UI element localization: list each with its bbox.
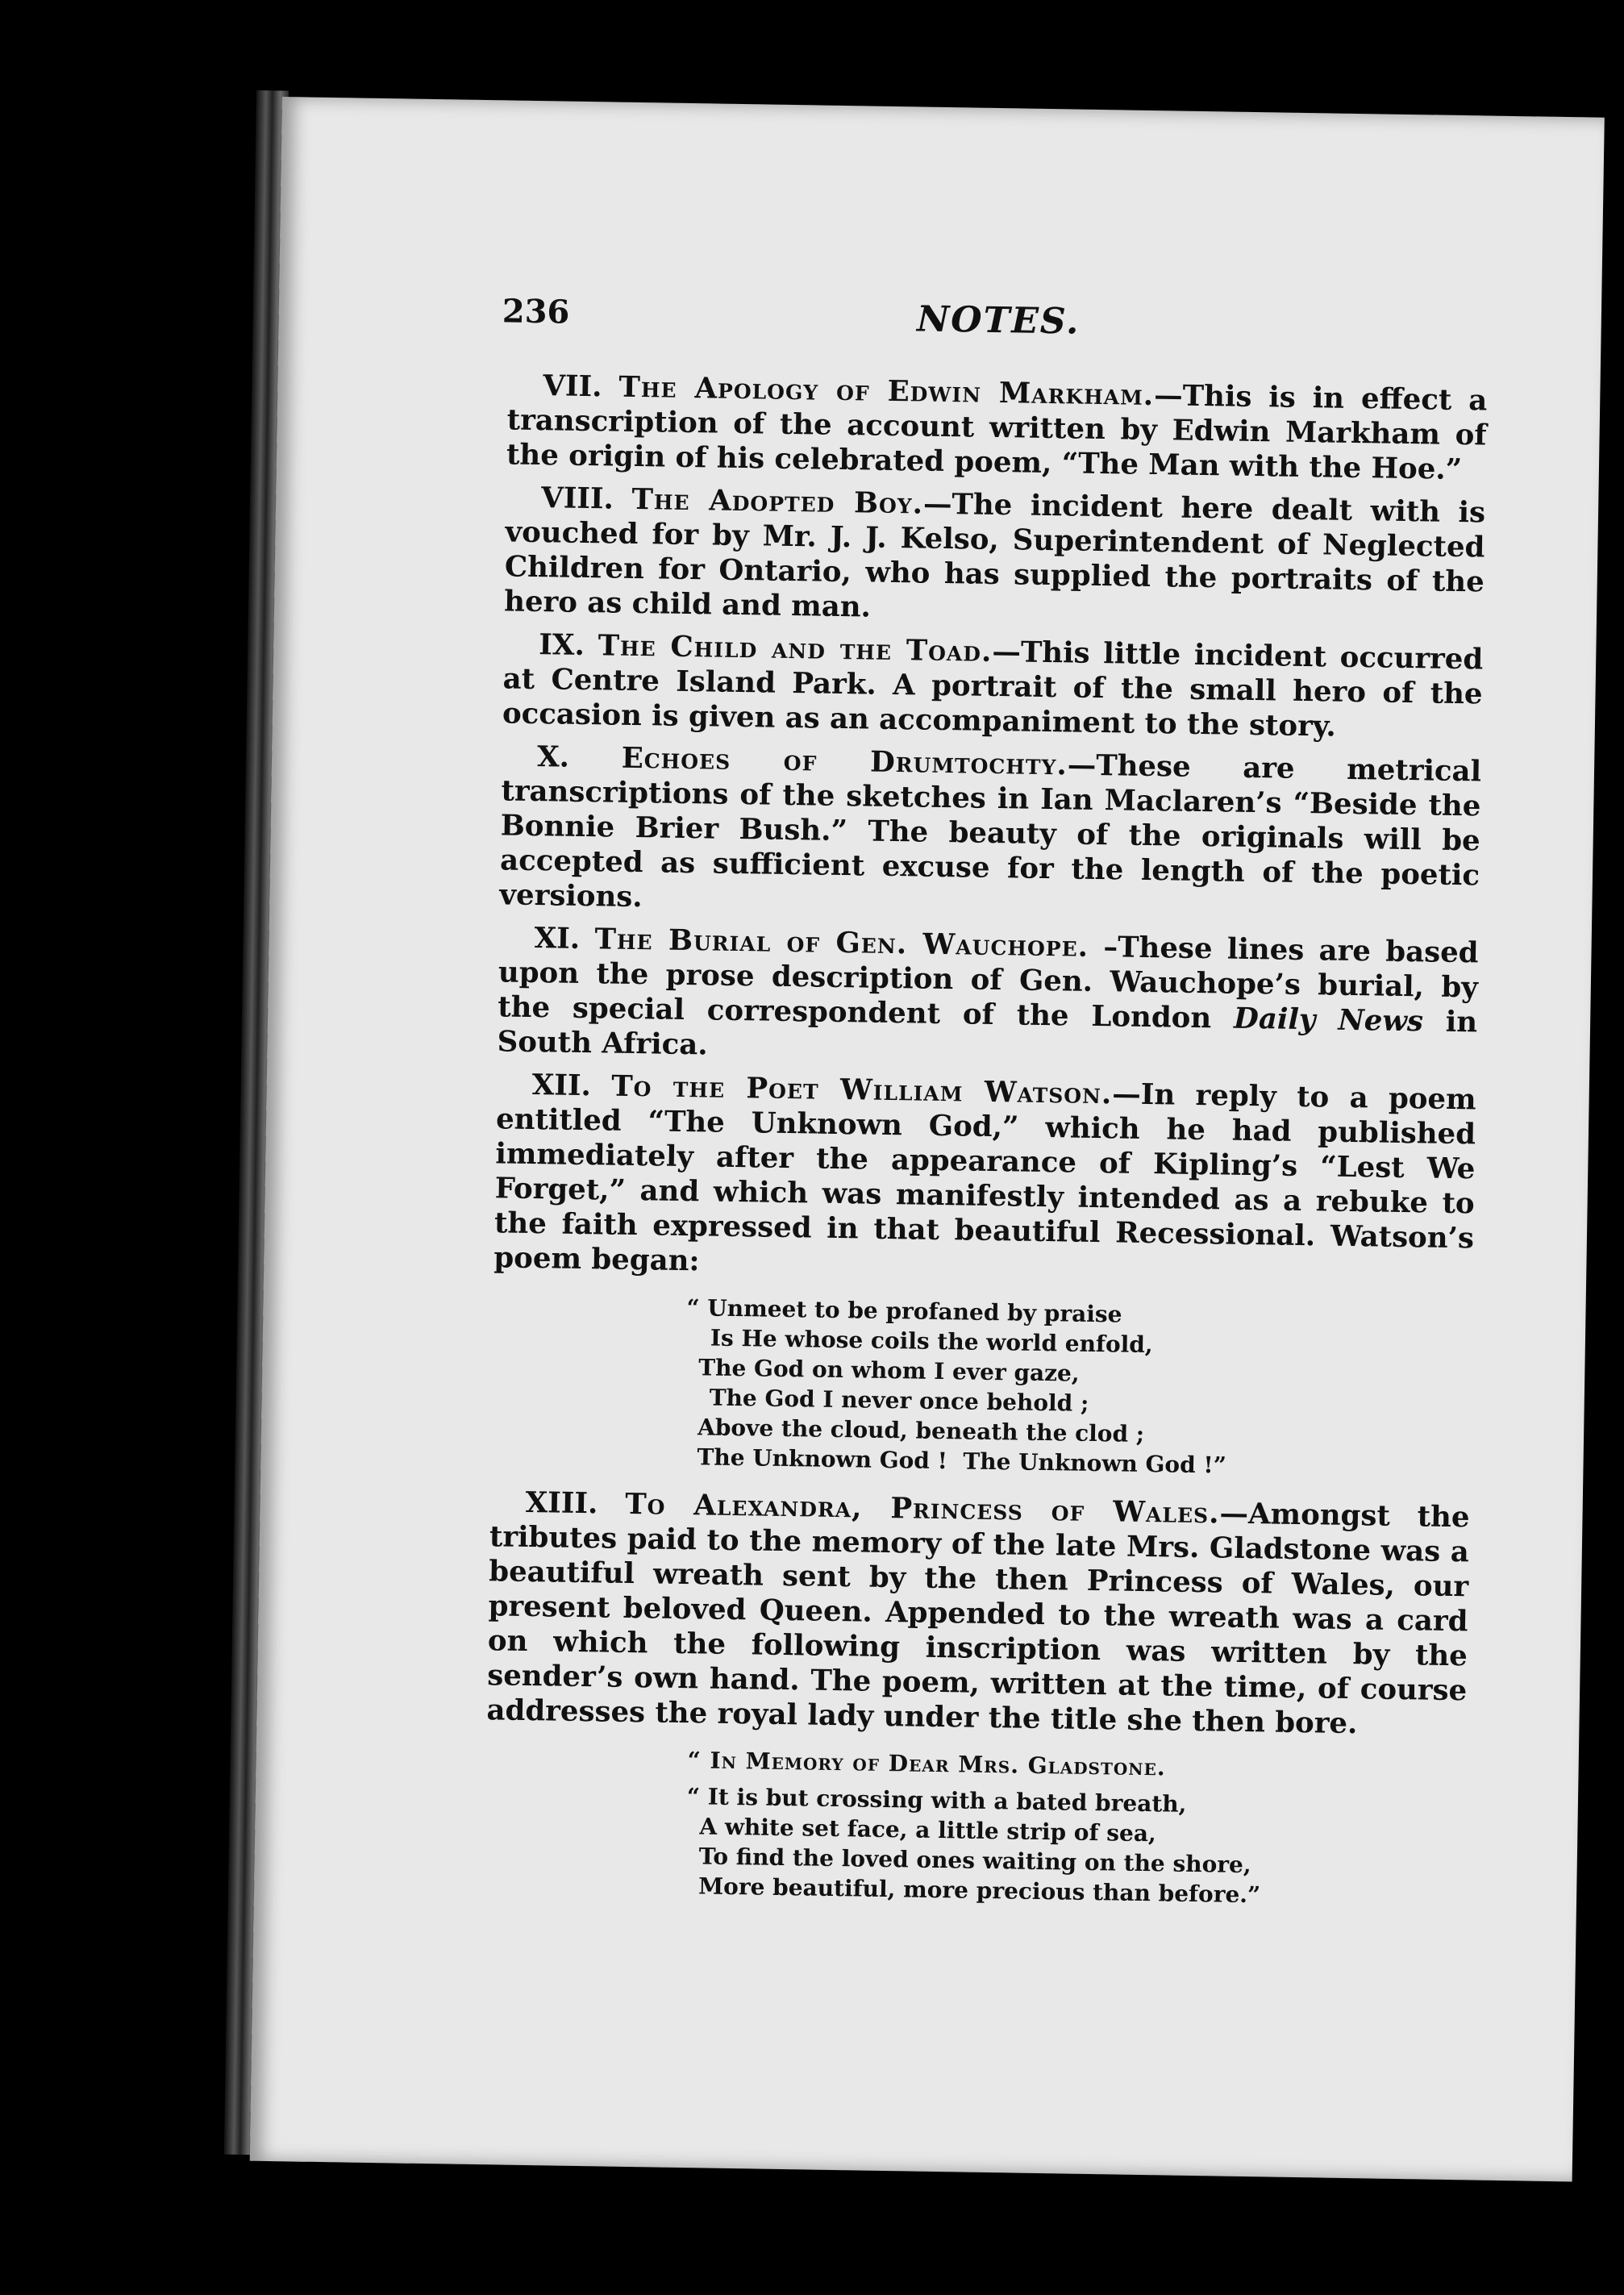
note-numeral: XIII. <box>525 1485 598 1521</box>
verse-inscription <box>484 1742 1466 1913</box>
page-header <box>502 292 1489 383</box>
note-text: –These lines are based upon the prose description of Gen. Wauchope’s burial, by the special correspondent of the London <box>497 930 1479 1035</box>
note-xi <box>497 920 1479 1074</box>
note-xiii <box>486 1485 1470 1743</box>
note-numeral: VII. <box>543 369 602 404</box>
verse-line: The God on whom I ever gaze, <box>698 1354 1080 1387</box>
note-title: The Child and the Toad. <box>598 629 993 669</box>
note-text: —The incident here dealt with is vouched for by Mr. J. J. Kelso, Superintendent of Neglected Children for Ontario, who has supplied the portraits of the hero as child and man. <box>503 487 1486 624</box>
note-title: Echoes of Drumtochty. <box>621 741 1068 782</box>
note-numeral: XII. <box>531 1068 592 1103</box>
note-text: —In reply to a poem entitled “The Unknown God,” which he had published immediately after the appearance of Kipling’s “Lest We Forget,” and which was manifestly intended as a rebuke to the faith expressed in that beautiful Recessional. Watson’s poem began: <box>493 1077 1476 1278</box>
verse-unknown-god <box>490 1289 1472 1484</box>
verse-line: To find the loved ones waiting on the shore, <box>698 1843 1251 1879</box>
note-text: —This is in effect a transcription of the account written by Edwin Markham of the origin of his celebrated poem, “The Man with the Hoe.” <box>506 379 1488 487</box>
note-text: —These are metrical transcriptions of the sketches in Ian Maclaren’s “Beside the Bonnie Brier Bush.” The beauty of the originals will be accepted as sufficient excuse for the length of the poetic versions. <box>499 748 1482 914</box>
note-numeral: XI. <box>534 922 581 956</box>
verse-line: “ It is but crossing with a bated breath, <box>686 1783 1187 1818</box>
verse-line: A white set face, a little strip of sea, <box>699 1813 1157 1847</box>
note-numeral: IX. <box>539 628 585 662</box>
note-numeral: VIII. <box>540 481 614 516</box>
note-title: To the Poet William Watson. <box>610 1069 1113 1111</box>
note-title: The Adopted Boy. <box>631 482 924 521</box>
verse-line: Is He whose coils the world enfold, <box>710 1324 1153 1359</box>
note-viii <box>504 480 1486 634</box>
note-title: The Apology of Edwin Markham. <box>618 370 1155 413</box>
inscription-title: “ In Memory of Dear Mrs. Gladstone. <box>687 1747 1166 1781</box>
note-text: —This little incident occurred at Centre Island Park. A portrait of the small hero of the occasion is given as an accompaniment to the story. <box>502 635 1484 743</box>
running-head: NOTES. <box>916 298 1081 343</box>
newspaper-title: Daily News <box>1233 1002 1424 1039</box>
note-x <box>499 739 1481 927</box>
page-content <box>484 294 1489 1929</box>
note-xii <box>493 1067 1476 1290</box>
page-number: 236 <box>502 292 570 331</box>
note-vii <box>506 368 1488 487</box>
verse-line: The God I never once behold ; <box>709 1384 1089 1417</box>
note-ix <box>502 627 1484 746</box>
note-text-end: in South Africa. <box>497 1005 1478 1062</box>
verse-line: Above the cloud, beneath the clod ; <box>697 1414 1145 1447</box>
verse-line: More beautiful, more precious than before.” <box>697 1872 1261 1909</box>
note-text: —Amongst the tributes paid to the memory of the late Mrs. Gladstone was a beautiful wreath sent by the then Princess of Wales, our present beloved Queen. Appended to the wreath was a card on which the following inscription was written by the sender’s own hand. The poem, written at the time, of course addresses the royal lady under the title she then bore. <box>486 1497 1470 1741</box>
verse-line: “ Unmeet to be profaned by praise <box>686 1294 1122 1328</box>
note-title: The Burial of Gen. Wauchope. <box>594 923 1089 964</box>
verse-line: The Unknown God ! The Unknown God !” <box>697 1443 1227 1479</box>
note-title: To Alexandra, Princess of Wales. <box>624 1487 1220 1531</box>
note-numeral: X. <box>536 740 570 774</box>
book-page <box>250 97 1605 2181</box>
